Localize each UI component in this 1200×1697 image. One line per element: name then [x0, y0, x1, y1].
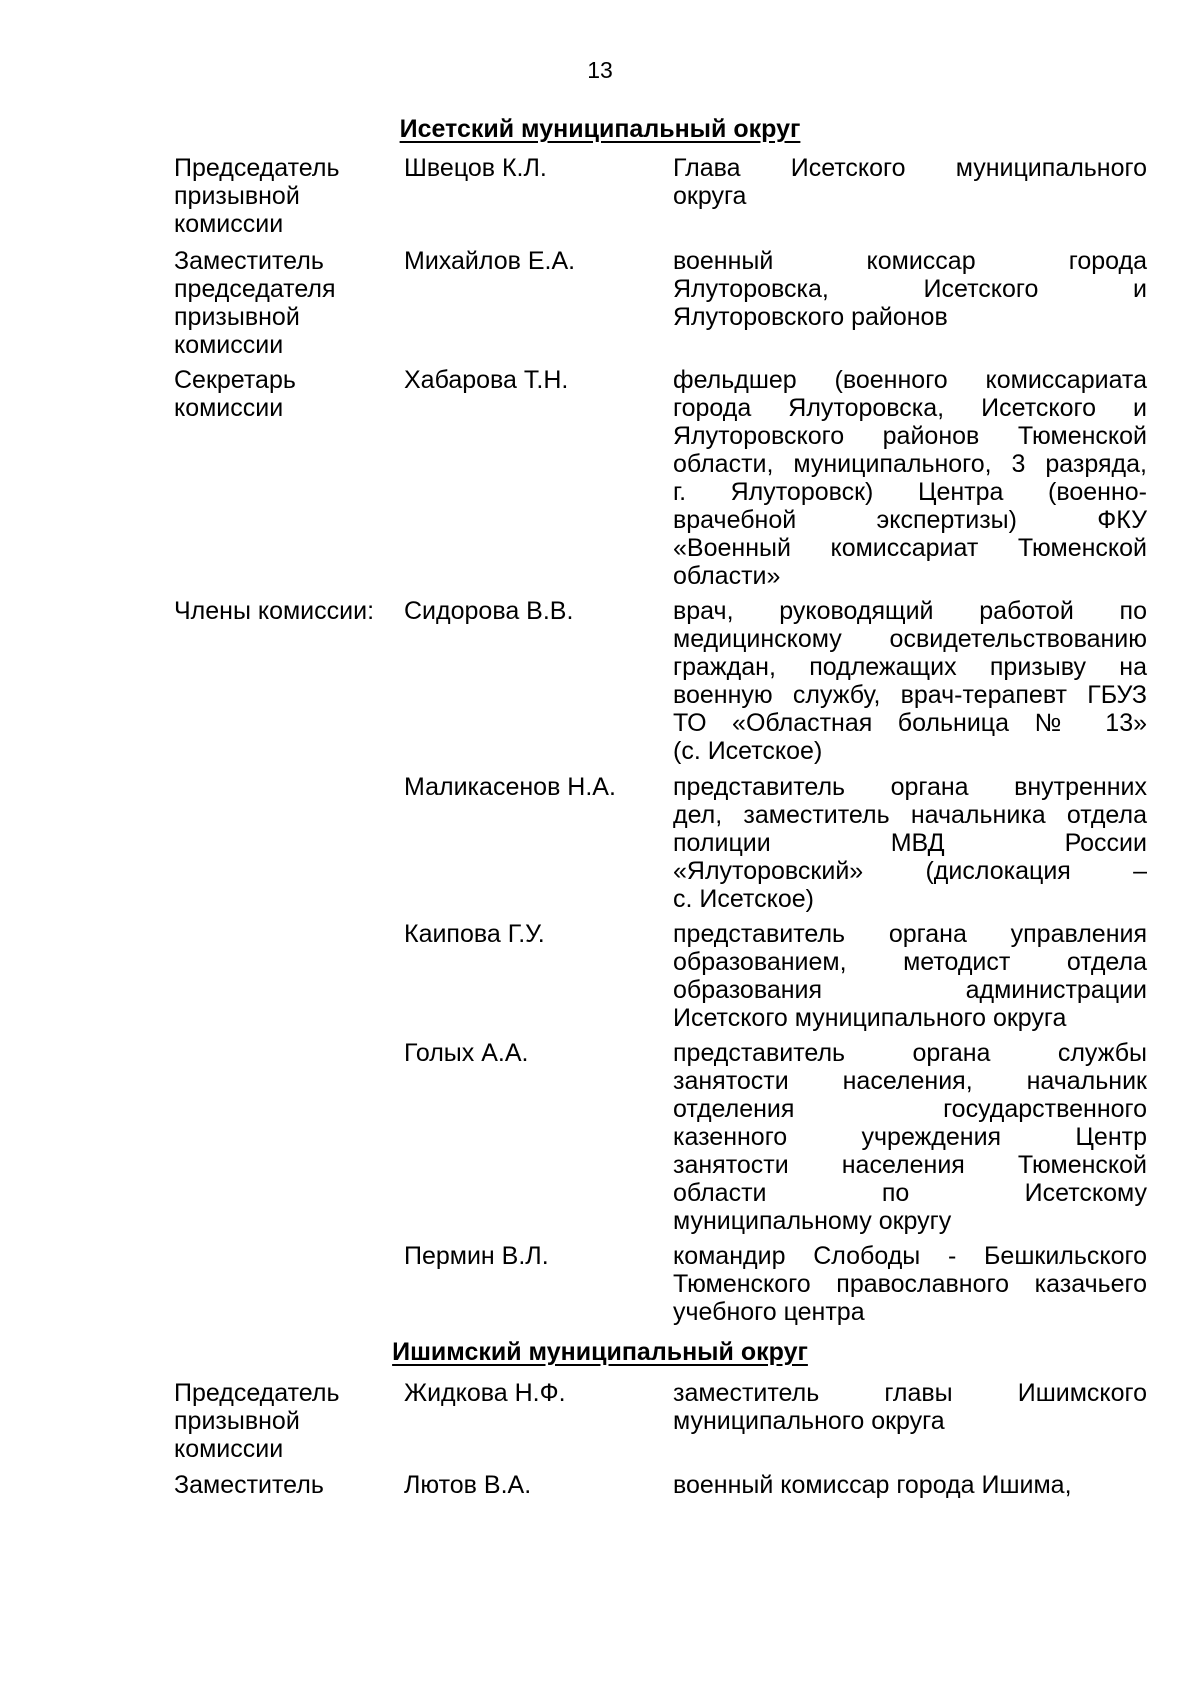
- member-name: Маликасенов Н.А.: [404, 773, 616, 801]
- member-position-line: медицинскому освидетельствованию: [673, 625, 1147, 653]
- member-position: [673, 597, 1147, 765]
- member-position-line: «Военный комиссариат Тюменской: [673, 534, 1147, 562]
- member-position-line: Исетского муниципального округа: [673, 1004, 1067, 1032]
- member-position-line: учебного центра: [673, 1298, 865, 1326]
- member-position-line: заместитель главы Ишимского: [673, 1379, 1147, 1407]
- section-title: Ишимский муниципальный округ: [392, 1338, 808, 1366]
- member-position-line: граждан, подлежащих призыву на: [673, 653, 1147, 681]
- member-position: [673, 366, 1147, 590]
- member-position-line: (с. Исетское): [673, 737, 823, 765]
- member-role: [174, 366, 404, 422]
- member-position-line: ТО «Областная больница № 13»: [673, 709, 1147, 737]
- member-position-line: муниципального округа: [673, 1407, 945, 1435]
- member-role-line: призывной: [174, 1407, 300, 1435]
- member-name: Сидорова В.В.: [404, 597, 574, 625]
- member-position-line: дел, заместитель начальника отдела: [673, 801, 1147, 829]
- member-position: [673, 1379, 1147, 1435]
- member-position-line: области»: [673, 562, 781, 590]
- member-position-line: представитель органа внутренних: [673, 773, 1147, 801]
- member-role-line: комиссии: [174, 331, 284, 359]
- member-position-line: занятости населения Тюменской: [673, 1151, 1147, 1179]
- member-name: Каипова Г.У.: [404, 920, 545, 948]
- member-position-line: «Ялуторовский» (дислокация –: [673, 857, 1147, 885]
- member-name: Лютов В.А.: [404, 1471, 532, 1499]
- member-name: Хабарова Т.Н.: [404, 366, 569, 394]
- member-role-line: Члены комиссии:: [174, 597, 375, 625]
- member-position-line: города Ялуторовска, Исетского и: [673, 394, 1147, 422]
- member-position-line: врачебной экспертизы) ФКУ: [673, 506, 1147, 534]
- member-role-line: комиссии: [174, 210, 284, 238]
- member-name: Михайлов Е.А.: [404, 247, 576, 275]
- member-position-line: г. Ялуторовск) Центра (военно-: [673, 478, 1147, 506]
- member-name: Жидкова Н.Ф.: [404, 1379, 566, 1407]
- member-position: [673, 247, 1147, 331]
- member-position: [673, 1242, 1147, 1326]
- member-position-line: области, муниципального, 3 разряда,: [673, 450, 1147, 478]
- member-name: Пермин В.Л.: [404, 1242, 549, 1270]
- member-role: [174, 597, 404, 625]
- member-position-line: военную службу, врач-терапевт ГБУЗ: [673, 681, 1147, 709]
- member-name: Швецов К.Л.: [404, 154, 547, 182]
- member-position-line: Ялуторовского районов: [673, 303, 948, 331]
- member-position-line: округа: [673, 182, 747, 210]
- member-position: [673, 920, 1147, 1032]
- member-position-line: образования администрации: [673, 976, 1147, 1004]
- member-position-line: Тюменского православного казачьего: [673, 1270, 1147, 1298]
- member-position-line: Ялуторовска, Исетского и: [673, 275, 1147, 303]
- member-position-line: занятости населения, начальник: [673, 1067, 1147, 1095]
- member-position-line: Ялуторовского районов Тюменской: [673, 422, 1147, 450]
- member-role-line: Заместитель: [174, 247, 324, 275]
- section-title: Исетский муниципальный округ: [399, 115, 801, 143]
- member-role-line: Секретарь: [174, 366, 296, 394]
- member-position-line: Глава Исетского муниципального: [673, 154, 1147, 182]
- member-position: [673, 773, 1147, 913]
- member-role-line: Заместитель: [174, 1471, 324, 1499]
- member-position-line: фельдшер (военного комиссариата: [673, 366, 1147, 394]
- member-position-line: командир Слободы - Бешкильского: [673, 1242, 1147, 1270]
- member-role-line: призывной: [174, 182, 300, 210]
- member-position-line: с. Исетское): [673, 885, 814, 913]
- member-position-line: полиции МВД России: [673, 829, 1147, 857]
- member-role-line: Председатель: [174, 154, 340, 182]
- member-role-line: комиссии: [174, 394, 284, 422]
- member-position-line: представитель органа управления: [673, 920, 1147, 948]
- member-position: [673, 1039, 1147, 1235]
- member-position-line: отделения государственного: [673, 1095, 1147, 1123]
- member-position-line: военный комиссар города Ишима,: [673, 1471, 1072, 1499]
- member-role: [174, 1471, 404, 1499]
- member-position-line: военный комиссар города: [673, 247, 1147, 275]
- member-position: [673, 1471, 1147, 1499]
- member-role: [174, 1379, 404, 1463]
- member-role-line: комиссии: [174, 1435, 284, 1463]
- member-role-line: Председатель: [174, 1379, 340, 1407]
- page-number: 13: [587, 57, 613, 83]
- member-name: Голых А.А.: [404, 1039, 529, 1067]
- member-position-line: врач, руководящий работой по: [673, 597, 1147, 625]
- member-position-line: образованием, методист отдела: [673, 948, 1147, 976]
- member-position-line: муниципальному округу: [673, 1207, 952, 1235]
- member-position-line: области по Исетскому: [673, 1179, 1147, 1207]
- member-position-line: казенного учреждения Центр: [673, 1123, 1147, 1151]
- member-role-line: председателя: [174, 275, 336, 303]
- member-position: [673, 154, 1147, 210]
- member-role: [174, 154, 404, 238]
- member-role: [174, 247, 404, 359]
- member-role-line: призывной: [174, 303, 300, 331]
- member-position-line: представитель органа службы: [673, 1039, 1147, 1067]
